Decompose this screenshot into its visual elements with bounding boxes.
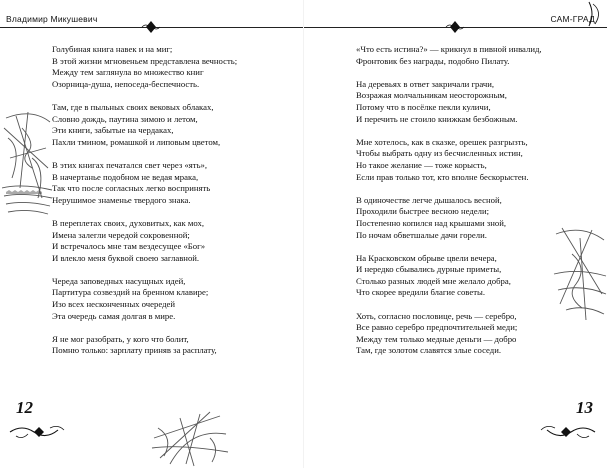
poem-line: Голубиная книга навек и на миг;: [52, 44, 173, 54]
stanza: [356, 44, 596, 67]
poem-line: В этой жизни мгновеньем представлена вечность;: [52, 55, 238, 66]
stanza: [356, 137, 596, 183]
right-page: [304, 0, 607, 468]
stanza: [52, 218, 292, 264]
poem-line: Эти книги, забытые на чердаках,: [52, 125, 174, 136]
poem-line: Нерушимое знаменье твердого знака.: [52, 194, 191, 205]
poem-line: По ночам обветшалые дачи горели.: [356, 229, 487, 240]
poem-line: И встречалось мне там вездесущее «Бог»: [52, 241, 206, 252]
poem-line: На Красковском обрыве цвели вечера,: [356, 252, 497, 263]
stanza: [52, 160, 292, 206]
poem-line: И нередко сбывались дурные приметы,: [356, 264, 502, 275]
poem-line: В этих книгах печатался свет через «ять»,: [52, 159, 208, 170]
stanza: [356, 79, 596, 125]
poem-line: Хоть, согласно пословице, речь — серебро,: [356, 310, 517, 321]
margin-sketch-illustration: [552, 224, 607, 324]
bottom-sketch-illustration: [150, 408, 230, 468]
poem-line: Я не мог разобрать, у кого что болит,: [52, 333, 189, 344]
poem-line: И перечить не стоило книжкам безбожным.: [356, 113, 518, 124]
diamond-ornament-icon: [444, 20, 466, 34]
poem-line: Все равно серебро предпочтительней меди;: [356, 322, 518, 333]
flourish-ornament-icon: [8, 420, 66, 444]
poem-line: Возражая молчальникам неосторожным,: [356, 90, 507, 101]
poem-line: Постепенно копился над крышами зной,: [356, 217, 507, 228]
poem-line: Там, где золотом славятся злые соседи.: [356, 345, 502, 356]
poem-line: В одиночестве легче дышалось весной,: [356, 194, 502, 205]
poem-line: В начертанье подобном не ведая мрака,: [52, 171, 199, 182]
stanza: [52, 276, 292, 322]
page-number: 13: [576, 398, 593, 417]
poem-line: Помню только: зарплату приняв за расплату,: [52, 345, 217, 356]
diamond-ornament-icon: [140, 20, 162, 34]
poem-line: Фронтовик без награды, подобно Пилату.: [356, 55, 510, 66]
running-head-title: САМ-ГРАД: [550, 14, 595, 24]
poem-line: Словно дождь, паутина зимою и летом,: [52, 113, 198, 124]
poem-line: Эта очередь самая долгая в мире.: [52, 310, 176, 321]
poem-line: Изо всех несконченных очередей: [52, 299, 176, 310]
poem-line: В переплетах своих, духовитых, как мох,: [52, 217, 205, 228]
poem-line: Что скорее вредили благие советы.: [356, 287, 486, 298]
poem-line: Пахли тмином, ромашкой и липовым цветом,: [52, 136, 221, 147]
page-number: 12: [16, 398, 33, 417]
stanza: [52, 102, 292, 148]
poem-line: Столько разных людей мне желало добра,: [356, 275, 511, 286]
margin-sketch-illustration: [2, 108, 54, 228]
poem-line: Там, где в пыльных своих вековых облаках,: [52, 101, 214, 112]
poem-line: И влекло меня буквой своею заглавной.: [52, 252, 200, 263]
poem-line: Чтобы выбрать одну из бесчисленных истин,: [356, 148, 523, 159]
running-head-author: Владимир Микушевич: [6, 14, 98, 24]
poem-line: Череда заповедных насущных идей,: [52, 275, 186, 286]
poem-line: Озорница-душа, непоседа-беспечность.: [52, 78, 200, 89]
poem-line: «Что есть истина?» — крикнул в пивной инвалид,: [356, 44, 542, 54]
poem-line: Но такое желание — тоже корысть,: [356, 159, 487, 170]
poem-line: Мне хотелось, как в сказке, орешек разгрызть,: [356, 136, 528, 147]
stanza: [52, 44, 292, 90]
poem-text-left: [52, 44, 292, 369]
poem-line: Партитура созвездий на бренном клавире;: [52, 287, 209, 298]
corner-flourish-icon: [585, 0, 607, 28]
poem-line: На деревьях в ответ закричали грачи,: [356, 78, 495, 89]
poem-line: Между тем заглянула во множество книг: [52, 67, 204, 78]
poem-line: Проходили быстрее весною недели;: [356, 206, 490, 217]
flourish-ornament-icon: [539, 420, 597, 444]
left-page: [0, 0, 303, 468]
poem-line: Так что после согласных легко воспринять: [52, 183, 211, 194]
poem-line: Между тем только медные деньги — добро: [356, 333, 517, 344]
poem-line: Если прав только тот, кто вполне бескорыстен.: [356, 171, 529, 182]
poem-line: Потому что в посёлке пекли куличи,: [356, 101, 491, 112]
poem-line: Имена залегли чередой сокровенной;: [52, 229, 190, 240]
stanza: [52, 334, 292, 357]
